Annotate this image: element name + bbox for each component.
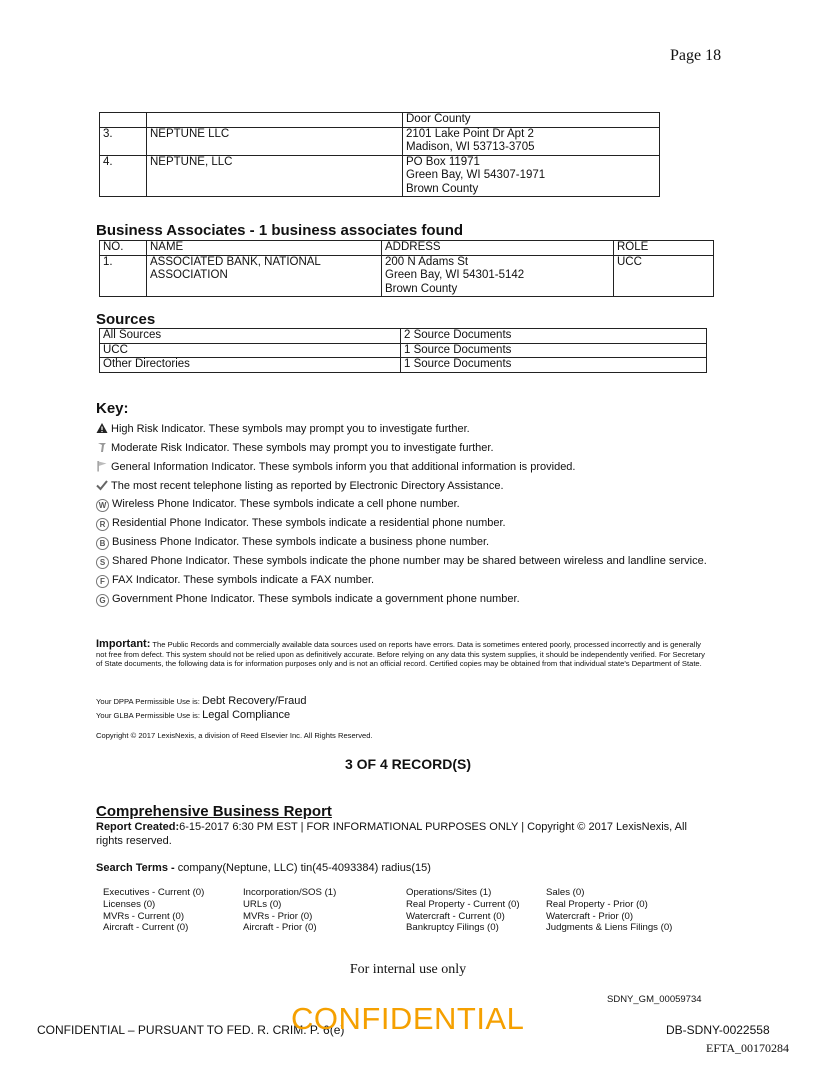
business-address: PO Box 11971 Green Bay, WI 54307-1971 Brown County xyxy=(403,155,660,197)
business-phone-icon: B xyxy=(96,537,109,550)
associates-heading: Business Associates - 1 business associates found xyxy=(96,222,464,239)
business-name xyxy=(147,113,403,128)
row-number: 1. xyxy=(100,255,147,297)
sources-table xyxy=(99,328,707,373)
dppa-permissible-use: Your DPPA Permissible Use is: Debt Recovery/Fraud xyxy=(96,695,307,707)
key-legend xyxy=(96,420,716,610)
source-count: 2 Source Documents xyxy=(401,329,707,344)
table-row xyxy=(100,113,660,128)
link-bankruptcy-filings[interactable]: Bankruptcy Filings (0) xyxy=(406,922,499,934)
business-name: NEPTUNE, LLC xyxy=(147,155,403,197)
efta-number: EFTA_00170284 xyxy=(706,1041,790,1055)
copyright-notice: Copyright © 2017 LexisNexis, a division of Reed Elsevier Inc. All Rights Reserved. xyxy=(96,731,373,740)
key-item: High Risk Indicator. These symbols may prompt you to investigate further. xyxy=(96,420,716,439)
key-item: G Government Phone Indicator. These symbols indicate a government phone number. xyxy=(96,591,716,610)
link-operations-sites[interactable]: Operations/Sites (1) xyxy=(406,887,492,898)
link-real-property-current[interactable]: Real Property - Current (0) xyxy=(406,898,520,910)
key-item: S Shared Phone Indicator. These symbols indicate the phone number may be shared between wireless and landline service. xyxy=(96,553,716,572)
report-created: Report Created:6-15-2017 6:30 PM EST | FOR INFORMATIONAL PURPOSES ONLY | Copyright © 2017 LexisNexis, All rights reserved. xyxy=(96,821,687,847)
link-incorporation-sos[interactable]: Incorporation/SOS (1) xyxy=(243,887,337,898)
col-header-no: NO. xyxy=(100,241,147,256)
report-title: Comprehensive Business Report xyxy=(96,803,332,820)
source-count: 1 Source Documents xyxy=(401,343,707,358)
shared-phone-icon: S xyxy=(96,556,109,569)
key-heading: Key: xyxy=(96,400,129,417)
table-row xyxy=(100,155,660,197)
link-judgments-liens[interactable]: Judgments & Liens Filings (0) xyxy=(546,922,673,934)
links-column xyxy=(103,887,204,934)
business-address: 2101 Lake Point Dr Apt 2 Madison, WI 53713-3705 xyxy=(403,127,660,155)
source-name: UCC xyxy=(100,343,401,358)
col-header-role: ROLE xyxy=(614,241,714,256)
key-item: B Business Phone Indicator. These symbols indicate a business phone number. xyxy=(96,534,716,553)
associate-role: UCC xyxy=(614,255,714,297)
associates-table xyxy=(99,240,714,297)
wireless-phone-icon: W xyxy=(96,499,109,512)
table-row xyxy=(100,255,714,297)
col-header-address: ADDRESS xyxy=(382,241,614,256)
important-label: Important: xyxy=(96,638,151,650)
source-name: All Sources xyxy=(100,329,401,344)
link-watercraft-current[interactable]: Watercraft - Current (0) xyxy=(406,910,505,922)
link-aircraft-prior[interactable]: Aircraft - Prior (0) xyxy=(243,922,317,934)
link-real-property-prior[interactable]: Real Property - Prior (0) xyxy=(546,898,648,910)
important-text: The Public Records and commercially available data sources used on reports have errors. Data is sometimes entered poorly, processed incorrectly and is generally not free from defect. This system should not be relied upon as definitively accurate. Before relying on any data this system supplies, it should be independently verified. For Secretary of State documents, the following data is for information purposes only and is not an official record. Certified copies may be obtained from that individual state's Department of State. xyxy=(96,640,705,668)
associate-address: 200 N Adams St Green Bay, WI 54301-5142 Brown County xyxy=(382,255,614,297)
bates-number-db: DB-SDNY-0022558 xyxy=(666,1023,770,1037)
link-executives-current[interactable]: Executives - Current (0) xyxy=(103,887,205,898)
associate-name: ASSOCIATED BANK, NATIONAL ASSOCIATION xyxy=(147,255,382,297)
table-row xyxy=(100,343,707,358)
high-risk-icon xyxy=(96,422,108,434)
link-mvrs-current[interactable]: MVRs - Current (0) xyxy=(103,910,185,922)
table-row xyxy=(100,329,707,344)
confidential-watermark: CONFIDENTIAL xyxy=(291,1001,525,1036)
link-mvrs-prior[interactable]: MVRs - Prior (0) xyxy=(243,910,313,922)
glba-permissible-use: Your GLBA Permissible Use is: Legal Compliance xyxy=(96,709,291,721)
table-row xyxy=(100,358,707,373)
general-info-flag-icon xyxy=(96,460,108,472)
business-address: Door County xyxy=(403,113,660,128)
link-watercraft-prior[interactable]: Watercraft - Prior (0) xyxy=(546,910,634,922)
links-column xyxy=(243,887,336,934)
key-item: F FAX Indicator. These symbols indicate a FAX number. xyxy=(96,572,716,591)
key-item: Moderate Risk Indicator. These symbols may prompt you to investigate further. xyxy=(96,439,716,458)
col-header-name: NAME xyxy=(147,241,382,256)
source-name: Other Directories xyxy=(100,358,401,373)
sources-heading: Sources xyxy=(96,311,156,328)
row-number xyxy=(100,113,147,128)
checkmark-icon xyxy=(96,479,108,491)
link-sales[interactable]: Sales (0) xyxy=(546,887,585,898)
records-heading: 3 OF 4 RECORD(S) xyxy=(344,756,471,772)
key-item: General Information Indicator. These symbols inform you that additional information is provided. xyxy=(96,458,716,477)
source-count: 1 Source Documents xyxy=(401,358,707,373)
row-number: 3. xyxy=(100,127,147,155)
internal-use-note: For internal use only xyxy=(349,962,467,977)
row-number: 4. xyxy=(100,155,147,197)
link-urls[interactable]: URLs (0) xyxy=(243,898,282,910)
link-licenses[interactable]: Licenses (0) xyxy=(103,898,156,910)
link-aircraft-current[interactable]: Aircraft - Current (0) xyxy=(103,922,189,934)
important-disclaimer xyxy=(96,640,711,669)
business-name: NEPTUNE LLC xyxy=(147,127,403,155)
government-phone-icon: G xyxy=(96,594,109,607)
key-item: W Wireless Phone Indicator. These symbols indicate a cell phone number. xyxy=(96,496,716,515)
moderate-risk-icon xyxy=(96,441,108,453)
links-column xyxy=(406,887,520,934)
table-header-row xyxy=(100,241,714,256)
residential-phone-icon: R xyxy=(96,518,109,531)
links-column xyxy=(546,887,672,934)
search-terms: Search Terms - company(Neptune, LLC) tin(45-4093384) radius(15) xyxy=(96,862,431,874)
confidential-footer: CONFIDENTIAL – PURSUANT TO FED. R. CRIM. P. 6(e) xyxy=(37,1023,345,1037)
key-item: R Residential Phone Indicator. These symbols indicate a residential phone number. xyxy=(96,515,716,534)
page-number: Page 18 xyxy=(670,47,722,64)
table-row xyxy=(100,127,660,155)
bates-number-gm: SDNY_GM_00059734 xyxy=(607,994,702,1005)
key-item: The most recent telephone listing as reported by Electronic Directory Assistance. xyxy=(96,477,716,496)
business-list-table xyxy=(99,112,660,197)
fax-icon: F xyxy=(96,575,109,588)
